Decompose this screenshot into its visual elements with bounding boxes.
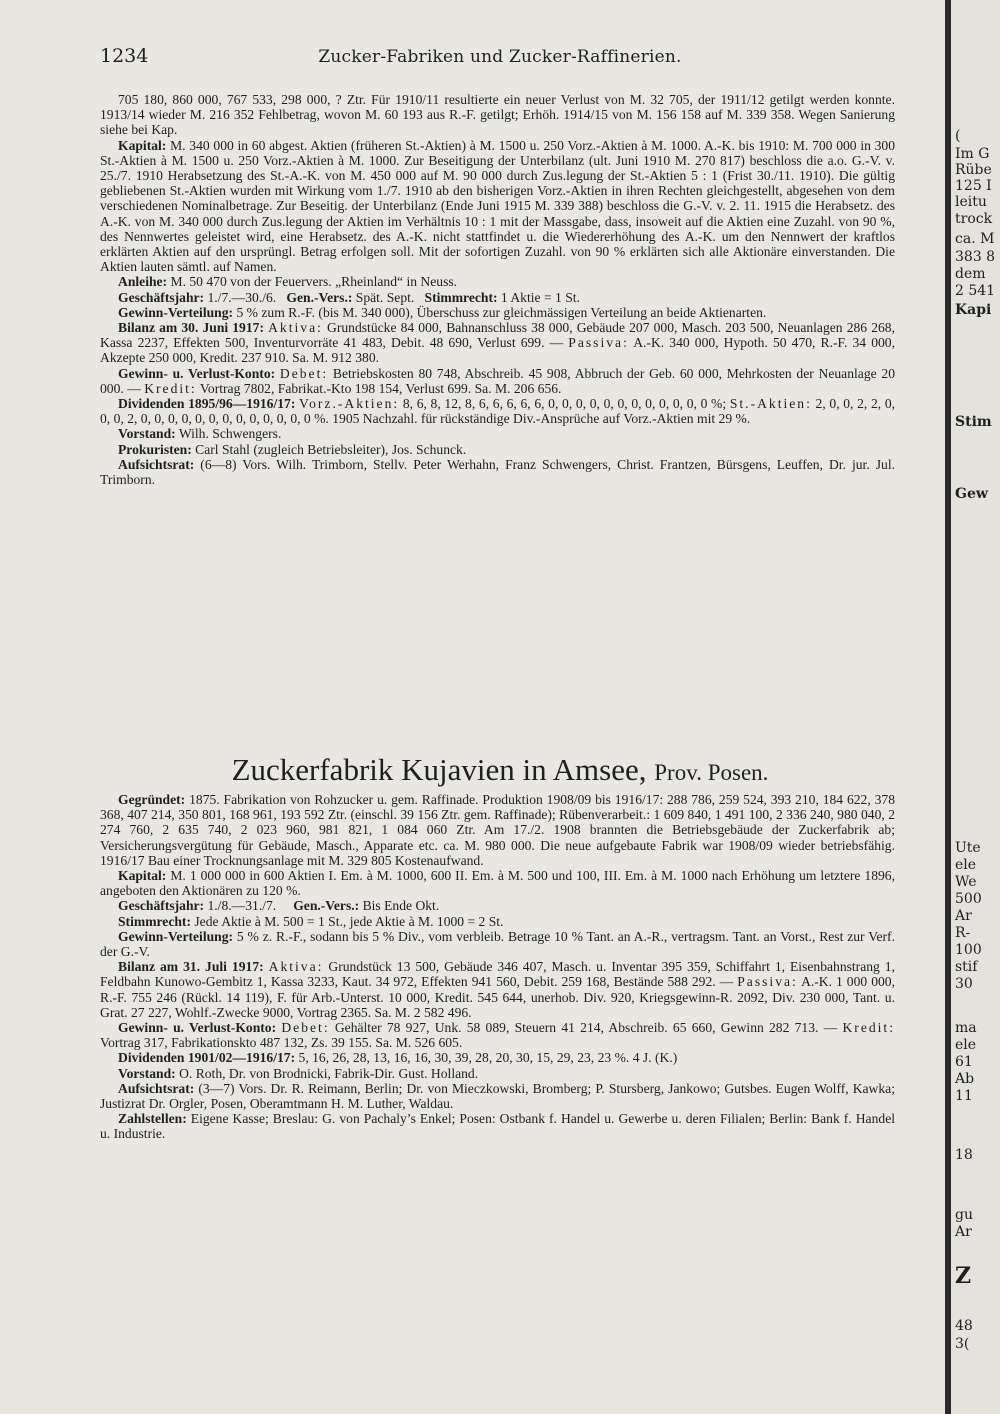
gewinn-2-paragraph (100, 929, 895, 959)
bilanz-2-paragraph (100, 959, 895, 1020)
fragment: Gew (955, 486, 988, 502)
company-heading (100, 752, 900, 788)
company-title: Zuckerfabrik Kujavien in Amsee, (231, 752, 647, 787)
guv-2-label: Gewinn- u. Verlust-Konto: (118, 1020, 277, 1036)
guv-kredit-label: Kredit: (144, 380, 197, 396)
bilanz-2-aktiva-text: Grundstück 13 500, Gebäude 346 407, Masch. u. Inventar 395 359, Schiffahrt 1, Eisenbahnstrang 1, Feldbahn Kunowo-Gembitz 1, Kassa 3233, Kaut. 34 972, Effekten 941 560, Debit. 259 168, Bestände 588 292. — (100, 959, 896, 990)
fragment: Im G (955, 146, 990, 162)
bilanz-2-label: Bilanz am 31. Juli 1917: (118, 959, 264, 975)
geschaeftsjahr-paragraph (100, 290, 895, 305)
fragment: 500 (955, 891, 982, 907)
fragment: 2 541 (955, 283, 996, 299)
fragment: dem (955, 266, 986, 282)
company-subtitle: Prov. Posen. (654, 760, 769, 785)
kapital-2-label: Kapital: (118, 868, 167, 884)
gegruendet-paragraph (100, 792, 895, 868)
genvers-text: Spät. Sept. (355, 289, 415, 305)
gewinn-label: Gewinn-Verteilung: (118, 304, 234, 320)
fragment: 125 I (955, 178, 992, 194)
kapital-2-text: M. 1 000 000 in 600 Aktien I. Em. à M. 1000, 600 II. Em. à M. 500 und 100, III. Em. à M. 1000 nach Erhöhung um letztere 1896, angeboten den Aktionären zu 120 %. (100, 868, 895, 899)
fragment: 30 (955, 976, 973, 992)
stimmrecht-text: 1 Aktie = 1 St. (500, 289, 580, 305)
vorstand-text: Wilh. Schwengers. (178, 426, 282, 442)
running-title: Zucker-Fabriken und Zucker-Raffinerien. (318, 47, 682, 67)
vorstand-label: Vorstand: (118, 426, 176, 442)
dividenden-label: Dividenden 1895/96—1916/17: (118, 396, 296, 412)
section-1-intro: 705 180, 860 000, 767 533, 298 000, ? Ztr. Für 1910/11 resultierte ein neuer Verlust von M. 32 705, der 1911/12 getilgt werden konnte. 1913/14 wieder M. 216 352 Fehlbetrag, wovon M. 60 193 aus R.-F. getilgt; Erhöh. 1914/15 von M. 156 158 auf M. 339 358. Wegen Sanierung siehe bei Kap. (100, 92, 895, 138)
vorstand-2-label: Vorstand: (118, 1065, 176, 1081)
fragment: ca. M (955, 231, 995, 247)
fragment: Z (955, 1263, 972, 1289)
fragment: 61 (955, 1054, 973, 1070)
bilanz-2-passiva-label: Passiva: (737, 974, 798, 990)
kapital-2-paragraph (100, 868, 895, 898)
dividenden-2-paragraph (100, 1050, 895, 1065)
prokuristen-text: Carl Stahl (zugleich Betriebsleiter), Jos. Schunck. (195, 441, 467, 457)
geschaeftsjahr-text: 1./7.—30./6. (207, 289, 277, 305)
fragment: gu (955, 1207, 973, 1223)
guv-2-debet-label: Debet: (281, 1020, 330, 1036)
kapital-label: Kapital: (118, 137, 167, 153)
bilanz-2-aktiva-label: Aktiva: (268, 959, 324, 975)
fragment: R- (955, 925, 971, 941)
dividenden-vorz-text: 8, 6, 8, 12, 8, 6, 6, 6, 6, 6, 0, 0, 0, 0, 0, 0, 0, 0, 0, 0, 0, 0 %; (402, 396, 727, 412)
dividenden-2-label: Dividenden 1901/02—1916/17: (118, 1050, 296, 1066)
fragment: Rübe (955, 162, 992, 178)
fragment: Kapi (955, 302, 992, 318)
section-1-body (100, 92, 895, 487)
dividenden-paragraph (100, 396, 895, 426)
gewinn-2-text: 5 % z. R.-F., sodann bis 5 % Div., vom verbleib. Betrage 10 % Tant. an A.-R., vertragsm. Tant. an Vorst., Rest zur Verf. der G.-V. (100, 928, 895, 960)
bilanz-2-passiva-text: A.-K. 1 000 000, R.-F. 755 246 (Rückl. 14 119), F. für Arb.-Unterst. 10 000, Kredit. 545 644, unerhob. Div. 920, Kriegsgewinn-R. 2092, Div. 230 000, Tant. u. Grat. 27 227, Wohlf.-Zwecke 9000, Vortrag 2365. Sa. M. 2 582 496. (100, 974, 895, 1020)
stimmrecht-2-paragraph (100, 914, 895, 929)
fragment: stif (955, 959, 978, 975)
kapital-paragraph (100, 138, 895, 275)
vorstand-2-paragraph (100, 1066, 895, 1081)
aufsichtsrat-paragraph (100, 457, 895, 487)
stimmrecht-2-text: Jede Aktie à M. 500 = 1 St., jede Aktie à M. 1000 = 2 St. (194, 913, 504, 929)
dividenden-2-text: 5, 16, 26, 28, 13, 16, 16, 30, 39, 28, 20, 30, 15, 29, 23, 23 %. 4 J. (K.) (298, 1050, 678, 1066)
aufsichtsrat-2-text: (3—7) Vors. Dr. R. Reimann, Berlin; Dr. von Mieczkowski, Bromberg; P. Stursberg, Jankowo; Gutsbes. Eugen Wolff, Kawka; Justizrat Dr. Orgler, Posen, Oberamtmann H. M. Luther, Waldau. (100, 1080, 895, 1112)
anleihe-text: M. 50 470 von der Feuervers. „Rheinland“ in Neuss. (170, 274, 458, 290)
fragment: We (955, 874, 977, 890)
aufsichtsrat-text: (6—8) Vors. Wilh. Trimborn, Stellv. Peter Werhahn, Franz Schwengers, Christ. Frantzen, Bürsgens, Leuffen, Dr. jur. Jul. Trimborn. (100, 456, 895, 488)
geschaeftsjahr-2-paragraph (100, 898, 895, 913)
page-header (100, 45, 900, 75)
fragment: Ar (955, 908, 972, 924)
guv-2-debet-text: Gehälter 78 927, Unk. 58 089, Steuern 41 214, Abschreib. 65 660, Gewinn 282 713. — (334, 1020, 838, 1036)
bilanz-label: Bilanz am 30. Juni 1917: (118, 320, 264, 336)
section-2-body (100, 792, 895, 1142)
bilanz-aktiva-label: Aktiva: (268, 320, 323, 336)
fragment: Stim (955, 414, 992, 430)
fragment: 3( (955, 1336, 970, 1352)
fragment: 18 (955, 1147, 973, 1163)
prokuristen-paragraph (100, 442, 895, 457)
fragment: leitu (955, 194, 987, 210)
anleihe-label: Anleihe: (118, 274, 168, 290)
guv-2-kredit-text: Vortrag 317, Fabrikationskto 487 132, Zs. 39 155. Sa. M. 526 605. (100, 1035, 463, 1051)
guv-2-paragraph (100, 1020, 895, 1050)
page-number: 1234 (100, 45, 149, 67)
adjacent-page-edge (951, 0, 1000, 1414)
fragment: ( (955, 128, 961, 144)
bilanz-paragraph (100, 320, 895, 366)
genvers-label: Gen.-Vers.: (286, 289, 353, 305)
guv-paragraph (100, 366, 895, 396)
genvers-2-text: Bis Ende Okt. (362, 898, 440, 914)
guv-2-kredit-label: Kredit: (842, 1020, 895, 1036)
gegruendet-text: 1875. Fabrikation von Rohzucker u. gem. Raffinade. Produktion 1908/09 bis 1916/17: 288 786, 259 524, 393 210, 184 622, 378 368, 407 214, 350 801, 168 961, 193 592 Ztr. (einschl. 39 156 Ztr. gem. Raffinade); Rübenverarbeit.: 1 609 840, 1 491 100, 2 336 240, 980 040, 2 274 760, 2 635 740, 2 023 960, 981 821, 1 084 060 Ztr. Am 17./2. 1908 brannten die Betriebsgebäude der Zuckerfabrik ab; Versicherungsvergütung für Gebäude, Masch., Apparate etc. ca. M. 980 000. Die neue aufgebaute Fabrik war 1908/09 wieder betriebsfähig. 1916/17 Bau einer Trocknungsanlage mit M. 329 805 Kostenaufwand. (100, 792, 895, 868)
aufsichtsrat-2-paragraph (100, 1081, 895, 1111)
guv-kredit-text: Vortrag 7802, Fabrikat.-Kto 198 154, Verlust 699. Sa. M. 206 656. (199, 380, 562, 396)
kapital-text: M. 340 000 in 60 abgest. Aktien (früheren St.-Aktien) à M. 1500 u. 250 Vorz.-Aktien à M. 1000. A.-K. bis 1910: M. 700 000 in 300 St.-Aktien à M. 1500 u. 250 Vorz.-Aktien à M. 1000. Zur Beseitigung der Unterbilanz (ult. Juni 1910 M. 270 817) beschloss die a.o. G.-V. v. 25./7. 1910 Herabsetzung des St.-A.-K. von M. 450 000 auf M. 90 000 durch Zus.legung der St.-Aktien 5 : 1 (Frist 30./11. 1910). Die gültig gebliebenen St.-Aktien wurden mit Wirkung vom 1./7. 1910 ab den bisherigen Vorz.-Aktien in ihren Rechten gleichgestellt, abgesehen von dem verschiedenen Nominalbetrage. Zur Beseitig. der Unterbilanz (Ende Juni 1915 M. 339 388) beschloss die G.-V. v. 2. 11. 1915 die Herabsetz. des A.-K. von M. 340 000 durch Zus.legung der Aktien im Verhältnis 10 : 1 mit der Massgabe, dass, insoweit auf die Aktien eine Zuzahl. von 90 %, des Nennwertes geleistet wird, eine Herabsetz. des A.-K. nicht stattfindet u. die Wiedererhöhung des A.-K. um den Nennwert der kraftlos erklärten Aktien auf den ursprüngl. Betrag erfolgen soll. Mit der sofortigen Zuzahl. von 90 % erklärten sich alle Aktionäre einverstanden. Die Aktien lauten sämtl. auf Namen. (100, 137, 895, 275)
fragment: ma (955, 1020, 977, 1036)
zahlstellen-label: Zahlstellen: (118, 1111, 187, 1127)
prokuristen-label: Prokuristen: (118, 441, 192, 457)
zahlstellen-paragraph (100, 1111, 895, 1141)
fragment: 11 (955, 1088, 973, 1104)
guv-label: Gewinn- u. Verlust-Konto: (118, 365, 276, 381)
geschaeftsjahr-label: Geschäftsjahr: (118, 289, 205, 305)
gegruendet-label: Gegründet: (118, 792, 186, 807)
fragment: ele (955, 1037, 977, 1053)
anleihe-paragraph (100, 274, 895, 289)
genvers-2-label: Gen.-Vers.: (293, 898, 360, 914)
fragment: trock (955, 211, 993, 227)
stimmrecht-label: Stimmrecht: (424, 289, 498, 305)
zahlstellen-text: Eigene Kasse; Breslau: G. von Pachaly’s Enkel; Posen: Ostbank f. Handel u. Gewerbe u. deren Filialen; Berlin: Bank f. Handel u. Industrie. (100, 1111, 895, 1142)
fragment: 100 (955, 942, 982, 958)
geschaeftsjahr-2-label: Geschäftsjahr: (118, 898, 205, 914)
bilanz-passiva-label: Passiva: (568, 335, 629, 351)
fragment: 48 (955, 1318, 973, 1334)
vorstand-paragraph (100, 426, 895, 441)
vorstand-2-text: O. Roth, Dr. von Brodnicki, Fabrik-Dir. Gust. Holland. (179, 1065, 479, 1081)
guv-debet-label: Debet: (279, 365, 329, 381)
stimmrecht-2-label: Stimmrecht: (118, 913, 191, 929)
dividenden-st-label: St.-Aktien: (729, 396, 812, 412)
fragment: Ar (955, 1224, 972, 1240)
guv-debet-text: Betriebskosten 80 748, Abschreib. 45 908, Abbruch der Geb. 60 000, Mehrkosten der Neuanlage 20 000. — (100, 365, 895, 396)
geschaeftsjahr-2-text: 1./8.—31./7. (207, 898, 277, 914)
fragment: ele (955, 857, 977, 873)
gewinn-text: 5 % zum R.-F. (bis M. 340 000), Überschuss zur gleichmässigen Verteilung an beide Aktienarten. (236, 304, 767, 320)
gewinn-paragraph (100, 305, 895, 320)
dividenden-st-text: 2, 0, 0, 2, 2, 0, 0, 0, 2, 0, 0, 0, 0, 0, 0, 0, 0, 0, 0, 0, 0, 0 %. 1905 Nachzahl. für rückständige Div.-Ansprüche auf Vorz.-Aktien mit 29 %. (100, 396, 896, 427)
fragment: Ab (955, 1071, 975, 1087)
aufsichtsrat-2-label: Aufsichtsrat: (118, 1080, 195, 1096)
fragment: Ute (955, 840, 981, 856)
fragment: 383 8 (955, 249, 996, 265)
dividenden-vorz-label: Vorz.-Aktien: (299, 396, 400, 412)
bilanz-passiva-text: A.-K. 340 000, Hypoth. 50 470, R.-F. 34 000, Akzepte 250 000, Kredit. 237 910. Sa. M. 912 380. (100, 335, 895, 366)
bilanz-aktiva-text: Grundstücke 84 000, Bahnanschluss 38 000, Gebäude 207 000, Masch. 203 500, Neuanlagen 286 268, Kassa 2237, Effekten 500, Inventurvorräte 41 483, Debit. 48 690, Verlust 699. — (100, 320, 895, 351)
gewinn-2-label: Gewinn-Verteilung: (118, 928, 234, 944)
aufsichtsrat-label: Aufsichtsrat: (118, 456, 195, 472)
